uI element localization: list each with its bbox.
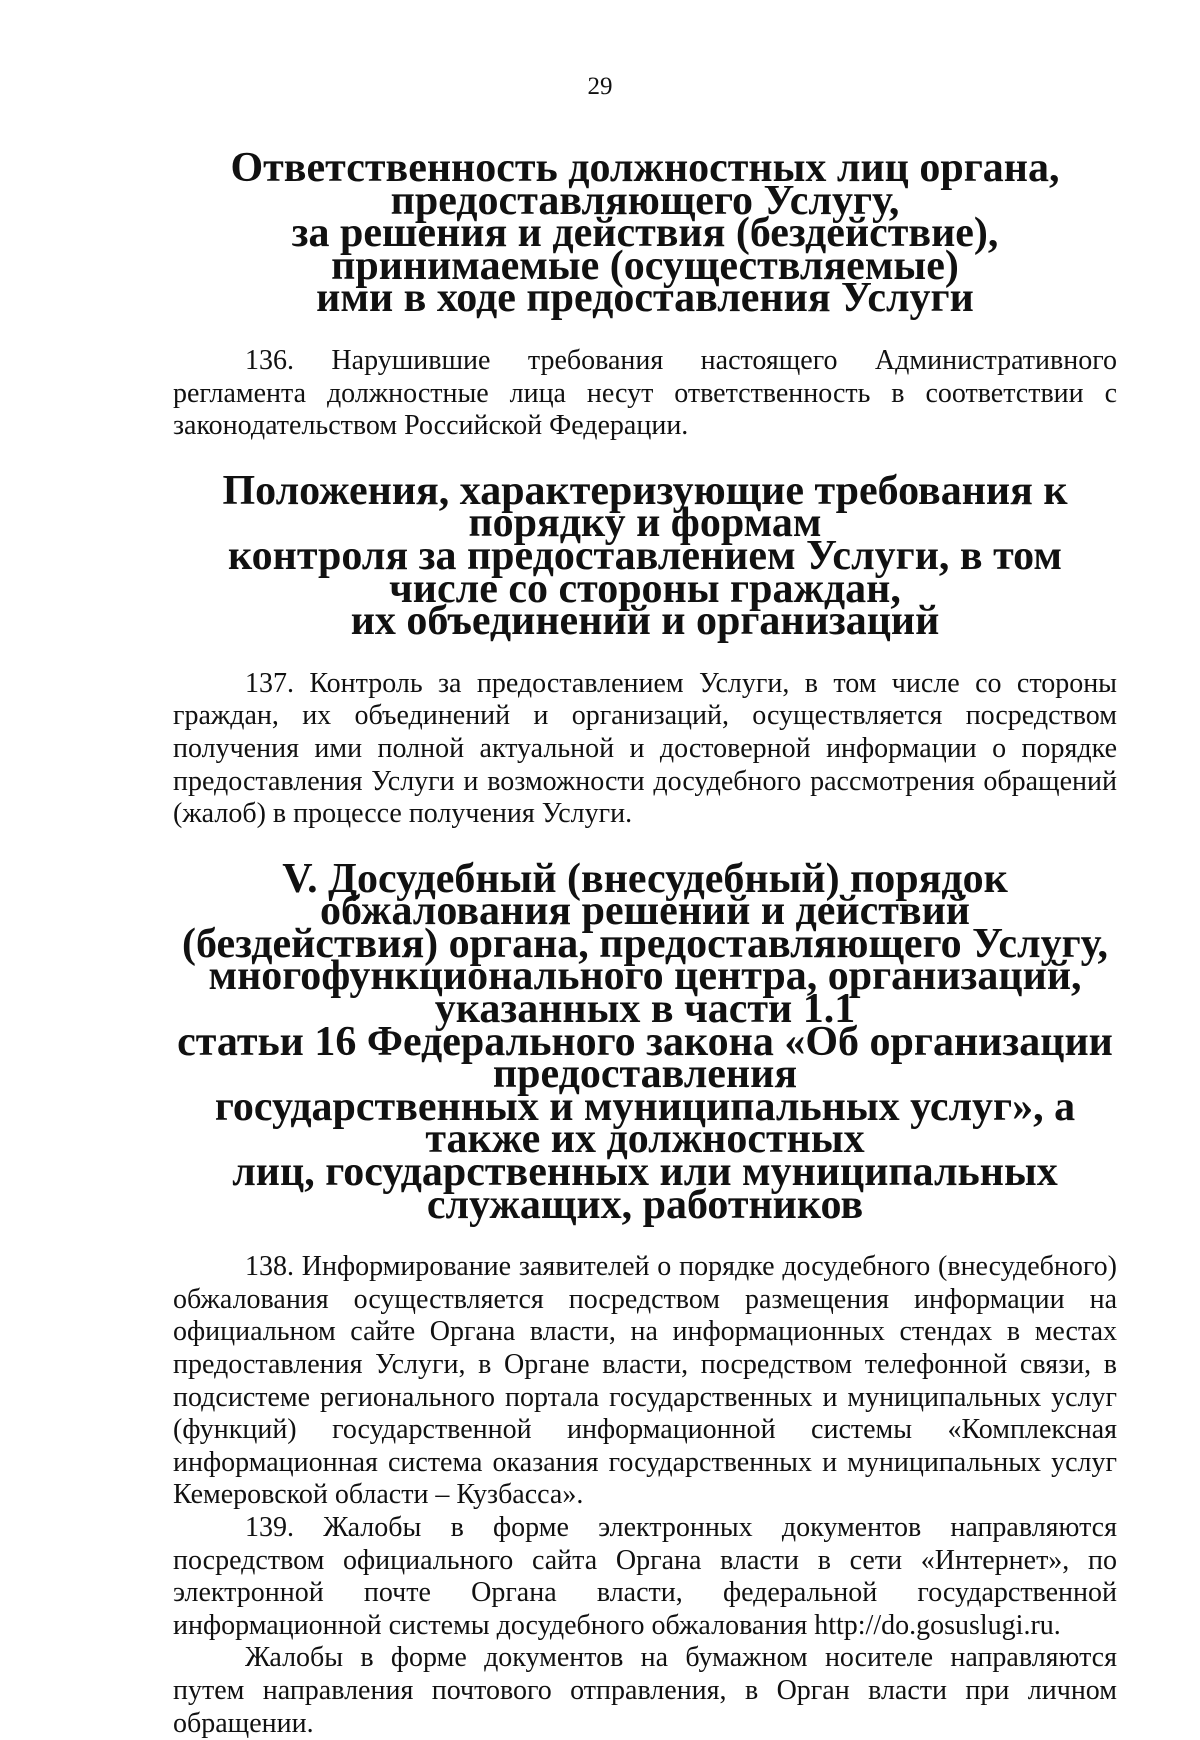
heading-line: многофункционального центра, организаций, указанных в части 1.1 bbox=[208, 953, 1082, 1033]
document-body bbox=[173, 145, 1117, 1740]
paragraph-137: 137. Контроль за предоставлением Услуги, в том числе со стороны граждан, их объединений и организаций, осуществляется посредством получения ими полной актуальной и достоверной информации о порядке предоставления Услуги и возможности досудебного рассмотрения обращений (жалоб) в процессе получения Услуги. bbox=[173, 667, 1117, 830]
heading-line: (бездействия) органа, предоставляющего Услугу, bbox=[182, 920, 1108, 967]
paragraph-139: 139. Жалобы в форме электронных документов направляются посредством официального сайта Органа власти в сети «Интернет», по электронной почте Органа власти, федеральной государственной информационной системы досудебного обжалования http://do.gosuslugi.ru. bbox=[173, 1511, 1117, 1641]
heading-line: их объединений и организаций bbox=[350, 598, 940, 645]
page-number: 29 bbox=[587, 73, 613, 100]
heading-line: V. Досудебный (внесудебный) порядок обжалования решений и действий bbox=[282, 855, 1008, 935]
paragraph-138: 138. Информирование заявителей о порядке досудебного (внесудебного) обжалования осуществляется посредством размещения информации на официальном сайте Органа власти, на информационных стендах в местах предоставления Услуги, в Органе власти, посредством телефонной связи, в подсистеме регионального портала государственных и муниципальных услуг (функций) государственной информационной системы «Комплексная информационная система оказания государственных и муниципальных услуг Кемеровской области – Кузбасса». bbox=[173, 1251, 1117, 1511]
heading-line: за решения и действия (бездействие), принимаемые (осуществляемые) bbox=[291, 210, 999, 289]
heading-line: государственных и муниципальных услуг», а также их должностных bbox=[214, 1083, 1076, 1163]
heading-line: статьи 16 Федерального закона «Об организации предоставления bbox=[177, 1018, 1113, 1098]
paragraph-139-continuation: Жалобы в форме документов на бумажном носителе направляются путем направления почтового отправления, в Орган власти при личном обращении. bbox=[173, 1642, 1117, 1739]
heading-line: Ответственность должностных лиц органа, предоставляющего Услугу, bbox=[230, 145, 1060, 224]
heading-line: лиц, государственных или муниципальных служащих, работников bbox=[232, 1149, 1058, 1228]
heading-line: Положения, характеризующие требования к порядку и формам bbox=[222, 467, 1068, 547]
paragraph-136: 136. Нарушившие требования настоящего Административного регламента должностные лица несут ответственность в соответствии с законодательством Российской Федерации. bbox=[173, 344, 1117, 442]
heading-line: ими в ходе предоставления Услуги bbox=[316, 275, 974, 322]
section-heading-appeal bbox=[173, 855, 1117, 1228]
section-heading-control bbox=[173, 467, 1117, 645]
heading-line: контроля за предоставлением Услуги, в том числе со стороны граждан, bbox=[228, 532, 1062, 612]
section-heading-responsibility bbox=[173, 145, 1117, 322]
